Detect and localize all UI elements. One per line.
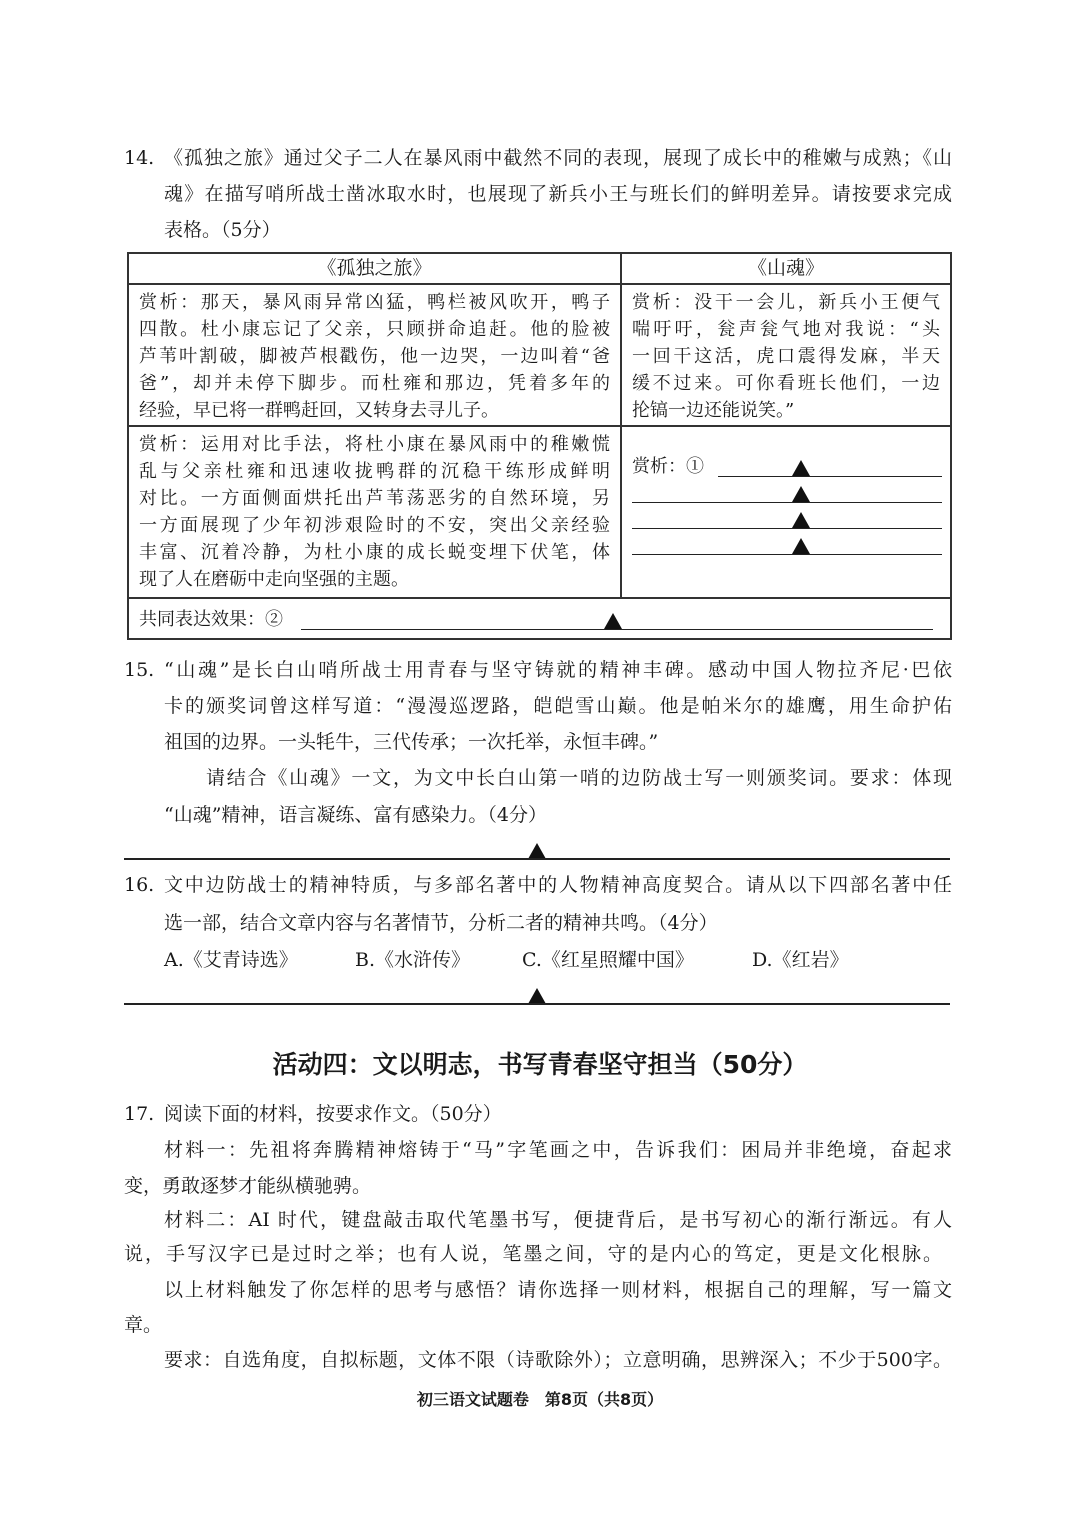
common-effect-cell[interactable] (128, 598, 951, 639)
q16-number: 16. (124, 874, 155, 896)
q17-line: 章。 (124, 1314, 163, 1336)
page-footer: 初三语文试题卷 第8页（共8页） (416, 1390, 664, 1409)
header-label: 《山魂》 (747, 257, 824, 279)
analysis-line: 现了人在磨砺中走向坚强的主题。 (139, 569, 409, 590)
option-d: D.《红岩》 (752, 949, 849, 971)
q14-line: 魂》在描写哨所战士凿冰取水时，也展现了新兵小王与班长们的鲜明差异。请按要求完成 (164, 183, 952, 205)
q14-table (127, 252, 952, 640)
triangle-marker-icon (792, 460, 810, 476)
answer-line-2[interactable] (632, 502, 942, 503)
triangle-marker-icon (792, 486, 810, 502)
triangle-marker-icon (528, 988, 546, 1004)
triangle-marker-icon (604, 613, 622, 629)
excerpt-line: 抡镐一边还能说笑。” (632, 400, 795, 421)
q17-material-1: 材料一：先祖将奔腾精神熔铸于“马”字笔画之中，告诉我们：困局并非绝境，奋起求 (164, 1139, 952, 1161)
excerpt-line: 芦苇叶割破，脚被芦根戳伤，他一边哭，一边叫着“爸 (139, 346, 610, 367)
answer-line-4[interactable] (632, 554, 942, 555)
excerpt-line: 一回干这活，虎口震得发麻，半天 (632, 346, 940, 367)
q16-line: 选一部，结合文章内容与名著情节，分析二者的精神共鸣。（4分） (164, 912, 718, 934)
answer-line-3[interactable] (632, 528, 942, 529)
option-a: A.《艾青诗选》 (164, 949, 298, 971)
triangle-marker-icon (528, 843, 546, 859)
answer-line-1[interactable] (718, 476, 942, 477)
table-header-right (621, 253, 951, 284)
right-analysis-label: 赏析：① (632, 456, 704, 477)
q17-line: 以上材料触发了你怎样的思考与感悟？请你选择一则材料，根据自己的理解，写一篇文 (164, 1279, 952, 1301)
q17-material-2: 材料二：AI 时代，键盘敲击取代笔墨书写，便捷背后，是书写初心的渐行渐远。有人 (164, 1209, 952, 1231)
left-excerpt-cell (128, 284, 621, 426)
q17-number: 17. (124, 1103, 155, 1125)
q15-line: “山魂”精神，语言凝练、富有感染力。（4分） (164, 804, 548, 826)
q17-line: 说，手写汉字已是过时之举；也有人说，笔墨之间，守的是内心的笃定，更是文化根脉。 (124, 1243, 942, 1265)
common-effect-label: 共同表达效果：② (139, 609, 283, 630)
q14-number: 14. (124, 147, 155, 169)
q15-line: 请结合《山魂》一文，为文中长白山第一哨的边防战士写一则颁奖词。要求：体现 (206, 767, 952, 789)
section-title: 活动四：文以明志，书写青春坚守担当（50分） (272, 1050, 808, 1079)
header-label: 《孤独之旅》 (317, 257, 432, 279)
q17-requirements: 要求：自选角度，自拟标题，文体不限（诗歌除外）；立意明确，思辨深入；不少于500字。 (164, 1349, 952, 1371)
q17-line: 阅读下面的材料，按要求作文。（50分） (164, 1103, 502, 1125)
q16-answer-line[interactable] (124, 1003, 950, 1005)
excerpt-line: 四散。杜小康忘记了父亲，只顾拼命追赶。他的脸被 (139, 319, 610, 340)
triangle-marker-icon (792, 512, 810, 528)
q16-line: 文中边防战士的精神特质，与多部名著中的人物精神高度契合。请从以下四部名著中任 (164, 874, 952, 896)
analysis-line: 丰富、沉着冷静，为杜小康的成长蜕变埋下伏笔，体 (139, 542, 610, 563)
q15-line: 祖国的边界。一头牦牛，三代传承；一次托举，永恒丰碑。” (164, 731, 659, 753)
analysis-line: 一方面展现了少年初涉艰险时的不安，突出父亲经验 (139, 515, 610, 536)
table-header-left (128, 253, 621, 284)
analysis-line: 对比。一方面侧面烘托出芦苇荡恶劣的自然环境，另 (139, 488, 610, 509)
option-b: B.《水浒传》 (355, 949, 471, 971)
analysis-line: 乱与父亲杜雍和迅速收拢鸭群的沉稳干练形成鲜明 (139, 461, 610, 482)
q14-line: 《孤独之旅》通过父子二人在暴风雨中截然不同的表现，展现了成长中的稚嫩与成熟；《山 (164, 147, 952, 169)
excerpt-line: 经验，早已将一群鸭赶回，又转身去寻儿子。 (139, 400, 499, 421)
triangle-marker-icon (792, 538, 810, 554)
q15-line: 卡的颁奖词曾这样写道：“漫漫巡逻路，皑皑雪山巅。他是帕米尔的雄鹰，用生命护佑 (164, 695, 952, 717)
option-c: C.《红星照耀中国》 (522, 949, 694, 971)
excerpt-line: 缓不过来。可你看班长他们，一边 (632, 373, 940, 394)
q14-line: 表格。（5分） (164, 219, 281, 241)
right-analysis-cell[interactable] (621, 426, 951, 598)
excerpt-line: 赏析：那天，暴风雨异常凶猛，鸭栏被风吹开，鸭子 (139, 292, 610, 313)
excerpt-line: 爸”，却并未停下脚步。而杜雍和那边，凭着多年的 (139, 373, 610, 394)
analysis-line: 赏析：运用对比手法，将杜小康在暴风雨中的稚嫩慌 (139, 434, 610, 455)
q17-line: 变，勇敢逐梦才能纵横驰骋。 (124, 1175, 372, 1197)
common-answer-line[interactable] (301, 629, 933, 630)
q15-line: “山魂”是长白山哨所战士用青春与坚守铸就的精神丰碑。感动中国人物拉齐尼·巴依 (164, 659, 952, 681)
right-excerpt-cell (621, 284, 951, 426)
q15-answer-line[interactable] (124, 858, 950, 860)
excerpt-line: 赏析：没干一会儿，新兵小王便气 (632, 292, 940, 313)
left-analysis-cell (128, 426, 621, 598)
excerpt-line: 喘吁吁，瓮声瓮气地对我说：“头 (632, 319, 940, 340)
q15-number: 15. (124, 659, 155, 681)
